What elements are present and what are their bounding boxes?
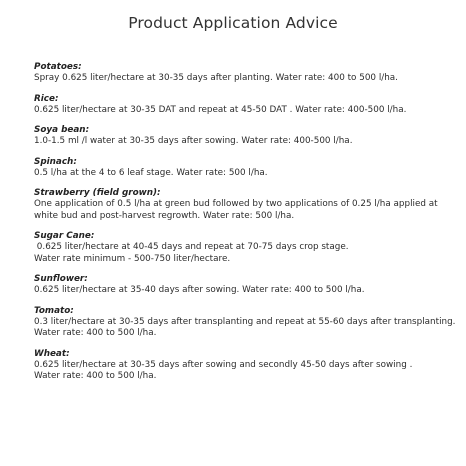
advice-text: 0.625 liter/hectare at 40-45 days and repeat at 70-75 days crop stage. [34,242,349,252]
advice-text: Water rate: 400 to 500 l/ha. [34,371,157,381]
advice-text: white bud and post-harvest regrowth. Water rate: 500 l/ha. [34,210,295,221]
section-strawberry [34,188,454,222]
advice-text: 0.625 liter/hectare at 35-40 days after sowing. Water rate: 400 to 500 l/ha. [34,285,365,295]
advice-text: 0.5 l/ha at the 4 to 6 leaf stage. Water rate: 500 l/ha. [34,167,268,178]
section-sunflower [34,274,454,297]
crop-heading: Sugar Cane: [34,231,95,241]
section-wheat [34,349,454,383]
section-potatoes [34,62,454,85]
crop-heading: Sunflower: [34,274,88,284]
section-sugar-cane [34,231,454,265]
crop-heading: Strawberry (field grown): [34,188,161,198]
advice-text: One application of 0.5 l/ha at green bud followed by two applications of 0.25 l/ha applied at [34,199,438,209]
section-rice [34,94,454,117]
section-spinach [34,157,454,180]
advice-text: 1.0-1.5 ml /l water at 30-35 days after sowing. Water rate: 400-500 l/ha. [34,136,353,146]
advice-text: 0.625 liter/hectare at 30-35 DAT and repeat at 45-50 DAT . Water rate: 400-500 l/ha. [34,104,407,115]
crop-heading: Rice: [34,93,59,104]
crop-heading: Soya bean: [34,125,90,135]
crop-heading: Potatoes: [34,62,82,72]
crop-heading: Wheat: [34,348,70,359]
advice-text: 0.625 liter/hectare at 30-35 days after sowing and secondly 45-50 days after sowing . [34,359,413,370]
advice-text: Water rate minimum - 500-750 liter/hectare. [34,253,231,264]
crop-heading: Spinach: [34,156,77,167]
crop-heading: Tomato: [34,305,74,316]
advice-text: Spray 0.625 liter/hectare at 30-35 days after planting. Water rate: 400 to 500 l/ha. [34,73,398,83]
page-title: Product Application Advice [128,14,338,32]
section-tomato [34,306,454,340]
section-soya-bean [34,125,454,148]
advice-text: Water rate: 400 to 500 l/ha. [34,328,157,338]
advice-text: 0.3 liter/hectare at 30-35 days after transplanting and repeat at 55-60 days after transplanting. [34,316,456,327]
advice-list [34,62,454,392]
